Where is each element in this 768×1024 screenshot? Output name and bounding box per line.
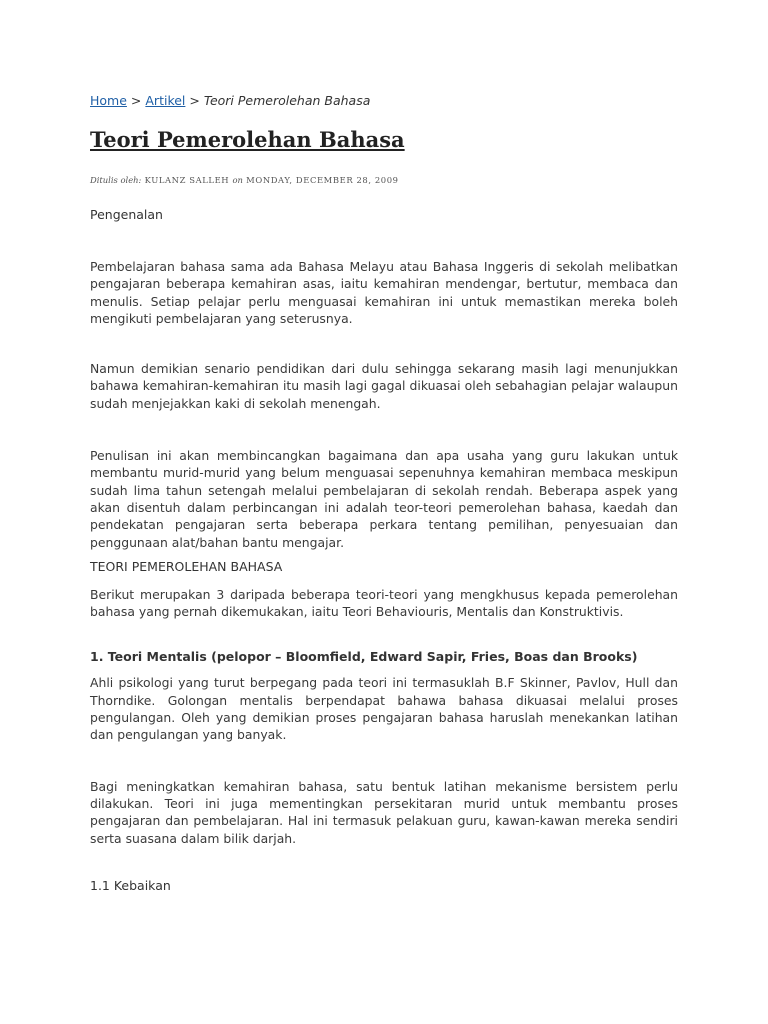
paragraph-1: Pembelajaran bahasa sama ada Bahasa Melayu atau Bahasa Inggeris di sekolah melibatkan pengajaran beberapa kemahiran asas, iaitu kemahiran mendengar, bertutur, membaca dan menulis. Setiap pelajar perlu menguasai kemahiran ini untuk memastikan mereka boleh mengikuti pembelajaran yang seterusnya. <box>90 259 678 326</box>
paragraph-6: Bagi meningkatkan kemahiran bahasa, satu bentuk latihan mekanisme bersistem perlu dilakukan. Teori ini juga mementingkan persekitaran murid untuk membantu proses pengajaran dan pembelajaran. Hal ini termasuk pelakuan guru, kawan-kawan mereka sendiri serta suasana dalam bilik darjah. <box>90 778 678 846</box>
byline-author: KULANZ SALLEH <box>144 175 230 185</box>
breadcrumb <box>90 92 678 110</box>
paragraph-4: Berikut merupakan 3 daripada beberapa teori-teori yang mengkhusus kepada pemerolehan bahasa yang pernah dikemukakan, iaitu Teori Behaviouris, Mentalis dan Konstruktivis. <box>90 586 678 620</box>
breadcrumb-separator: > <box>130 93 142 108</box>
section-heading-kebaikan: 1.1 Kebaikan <box>90 877 171 893</box>
breadcrumb-home-link[interactable]: Home <box>90 93 127 108</box>
byline-label: Ditulis oleh: <box>90 175 142 185</box>
paragraph-5: Ahli psikologi yang turut berpegang pada teori ini termasuklah B.F Skinner, Pavlov, Hull dan Thorndike. Golongan mentalis berpendapat bahawa bahasa dikuasai melalui proses pengulangan. Oleh yang demikian proses pengajaran bahasa haruslah menekankan latihan dan pengulangan yang banyak. <box>90 675 678 743</box>
article-title[interactable]: Teori Pemerolehan Bahasa <box>90 127 405 152</box>
breadcrumb-current: Teori Pemerolehan Bahasa <box>203 93 371 108</box>
article-page <box>90 92 678 895</box>
section-heading-pengenalan: Pengenalan <box>90 207 163 222</box>
breadcrumb-separator: > <box>189 93 200 108</box>
section-heading-mentalis: 1. Teori Mentalis (pelopor – Bloomfield, Edward Sapir, Fries, Boas dan Brooks) <box>90 649 638 665</box>
paragraph-2: Namun demikian senario pendidikan dari dulu sehingga sekarang masih lagi menunjukkan bahawa kemahiran-kemahiran itu masih lagi gagal dikuasai oleh sebahagian pelajar walaupun sudah menjejakkan kaki di sekolah menengah. <box>90 361 678 411</box>
paragraph-3: Penulisan ini akan membincangkan bagaimana dan apa usaha yang guru lakukan untuk membantu murid-murid yang belum menguasai sepenuhnya kemahiran membaca meskipun sudah lima tahun setengah melalui pembelajaran di sekolah rendah. Beberapa aspek yang akan disentuh dalam perbincangan ini adalah teor-teori pemerolehan bahasa, kaedah dan pendekatan pengajaran serta beberapa perkara tentang pemilihan, penyesuaian dan penggunaan alat/bahan bantu mengajar. <box>90 448 678 550</box>
byline-on: on <box>232 175 243 185</box>
article-byline <box>90 174 678 186</box>
byline-date: MONDAY, DECEMBER 28, 2009 <box>246 175 399 185</box>
breadcrumb-artikel-link[interactable]: Artikel <box>145 93 186 108</box>
section-heading-teori: TEORI PEMEROLEHAN BAHASA <box>90 558 283 574</box>
